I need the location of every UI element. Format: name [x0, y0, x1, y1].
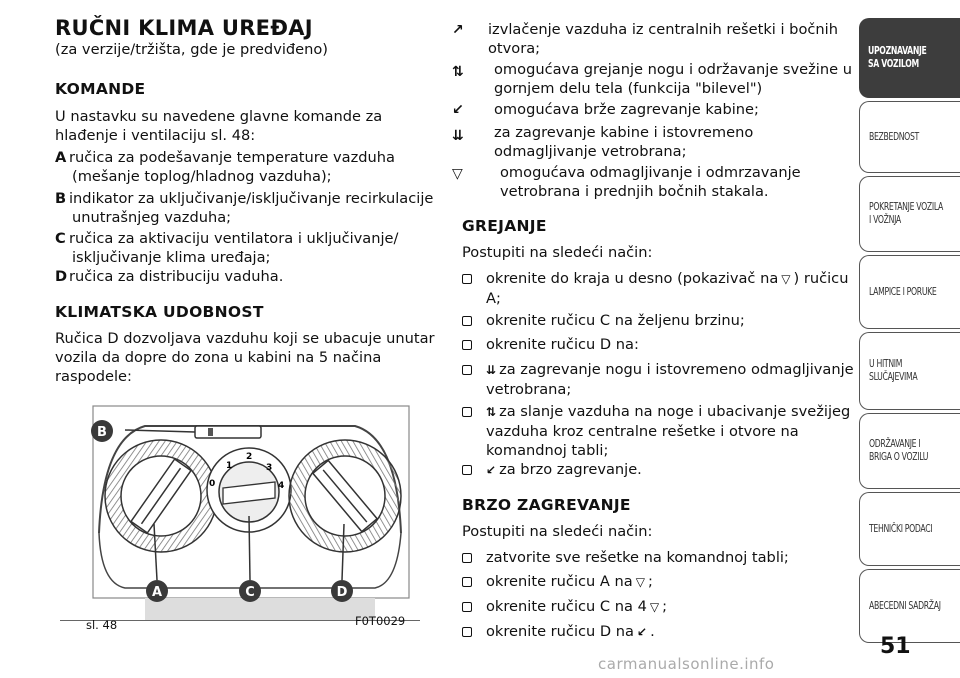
step-text: okrenite ručicu C na željenu brzinu;: [486, 312, 745, 329]
bullet-box: [462, 602, 472, 612]
tab-pokretanje[interactable]: POKRETANJE VOZILA I VOŽNJA: [859, 176, 960, 252]
figure-48: [85, 398, 415, 632]
legend-text: ručica za aktivaciju ventilatora i uključivanje/: [69, 230, 399, 247]
bullet-box: [462, 553, 472, 563]
feet-defrost-icon: ⇊: [486, 363, 497, 377]
svg-text:C: C: [245, 585, 255, 600]
step-text: okrenite ručicu D na:: [486, 336, 639, 353]
fan-speed-2: 2: [246, 452, 253, 462]
komande-heading: KOMANDE: [55, 80, 146, 98]
brzo-step: [462, 622, 857, 642]
bullet-box: [462, 274, 472, 284]
face-vents-icon: ↗: [452, 22, 464, 38]
fan-speed-3: 3: [266, 463, 273, 473]
legend-text: ručica za distribuciju vaduha.: [69, 268, 284, 285]
fan-speed-1: 1: [226, 461, 233, 471]
grejanje-step: [462, 460, 857, 480]
legend-letter: C: [55, 230, 66, 247]
climate-panel-illustration: [85, 398, 415, 632]
tab-abecedni[interactable]: ABECEDNI SADRŽAJ: [859, 569, 960, 643]
grejanje-step: [462, 402, 857, 462]
legend-text-cont: (mešanje toplog/hladnog vazduha);: [72, 168, 332, 185]
step-text: za brzo zagrevanje.: [499, 461, 642, 478]
feet-icon: ↙: [452, 102, 464, 118]
tab-bezbednost[interactable]: BEZBEDNOST: [859, 101, 960, 173]
step-text: ) ručicu A;: [486, 270, 849, 307]
feet-icon: ↙: [637, 625, 648, 639]
bullet-box: [462, 465, 472, 475]
step-text: okrenite ručicu A na: [486, 573, 633, 590]
step-text: zatvorite sve rešetke na komandnoj tabli;: [486, 549, 789, 566]
callout-c: [239, 580, 261, 602]
grejanje-step: [462, 360, 857, 400]
callout-d: [331, 580, 353, 602]
feet-icon: ↙: [486, 463, 497, 477]
bullet-box: [462, 407, 472, 417]
page-number: 51: [880, 634, 911, 659]
bullet-box: [462, 340, 472, 350]
mode-text: za zagrevanje kabine i istovremeno odmagljivanje vetrobrana;: [494, 124, 754, 160]
legend-text: ručica za podešavanje temperature vazduha: [69, 149, 395, 166]
fan-speed-4: 4: [278, 481, 285, 491]
step-text: okrenite ručicu C na 4: [486, 598, 647, 615]
brzo-step: [462, 572, 857, 592]
tab-tehnicki[interactable]: TEHNIČKI PODACI: [859, 492, 960, 566]
tab-upoznavanje[interactable]: UPOZNAVANJE SA VOZILOM: [859, 18, 960, 98]
bullet-box: [462, 577, 472, 587]
feet-defrost-icon: ⇊: [452, 128, 464, 144]
mode-text: omogućava odmagljivanje i odmrzavanje vetrobrana i prednjih bočnih stakala.: [500, 164, 801, 200]
step-text: za slanje vazduha na noge i ubacivanje svežijeg vazduha kroz centralne rešetke i otvore na komandnoj tabli;: [486, 403, 851, 459]
grejanje-heading: GREJANJE: [462, 217, 547, 235]
legend-text: indikator za uključivanje/isključivanje recirkulacije: [69, 190, 434, 207]
step-text: ;: [647, 573, 653, 590]
mode-text: izvlačenje vazduha iz centralnih rešetki i bočnih otvora;: [488, 21, 838, 57]
step-text: ;: [662, 598, 668, 615]
grejanje-step: [462, 311, 857, 331]
callout-a: [146, 580, 168, 602]
watermark: carmanualsonline.info: [598, 655, 775, 673]
defrost-icon: ▽: [781, 272, 791, 286]
svg-text:D: D: [336, 585, 348, 600]
legend-letter: D: [55, 268, 68, 285]
grejanje-step: [462, 335, 857, 355]
bullet-box: [462, 627, 472, 637]
mode-text: omogućava grejanje nogu i održavanje svežine u gornjem delu tela (funkcija "bilevel"): [494, 61, 852, 97]
legend-letter: B: [55, 190, 67, 207]
step-text: .: [650, 623, 655, 640]
grejanje-intro: Postupiti na sledeći način:: [462, 244, 653, 261]
recirculation-indicator: [195, 426, 261, 438]
bilevel-icon: ⇅: [486, 405, 497, 419]
step-text: okrenite ručicu D na: [486, 623, 634, 640]
defrost-icon: ▽: [649, 600, 660, 614]
knob-d: [289, 440, 401, 552]
defrost-icon: ▽: [452, 166, 463, 182]
legend-text-cont: unutrašnjeg vazduha;: [72, 209, 232, 226]
svg-text:B: B: [97, 425, 107, 440]
bullet-box: [462, 316, 472, 326]
step-text: za zagrevanje nogu i istovremeno odmagljivanje vetrobrana;: [486, 361, 854, 398]
defrost-icon: ▽: [635, 575, 645, 589]
callout-b: [91, 420, 113, 442]
brzo-heading: BRZO ZAGREVANJE: [462, 496, 631, 514]
grejanje-step: [462, 269, 857, 309]
figure-caption: sl. 48: [86, 618, 118, 632]
tab-odrzavanje[interactable]: ODRŽAVANJE I BRIGA O VOZILU: [859, 413, 960, 489]
brzo-step: [462, 597, 857, 617]
svg-text:A: A: [151, 585, 163, 600]
bullet-box: [462, 365, 472, 375]
fan-speed-0: 0: [209, 479, 216, 489]
legend-letter: A: [55, 149, 67, 166]
komande-intro: U nastavku su navedene glavne komande za hlađenje i ventilaciju sl. 48:: [55, 108, 383, 144]
mode-text: omogućava brže zagrevanje kabine;: [494, 101, 759, 118]
section-title: RUČNI KLIMA UREĐAJ: [55, 16, 313, 40]
udobnost-text: Ručica D dozvoljava vazduhu koji se ubacuje unutar vozila da dopre do zona u kabini na 5 načina raspodele:: [55, 330, 435, 385]
tab-lampice[interactable]: LAMPICE I PORUKE: [859, 255, 960, 329]
udobnost-heading: KLIMATSKA UDOBNOST: [55, 303, 264, 321]
section-subtitle: (za verzije/tržišta, gde je predviđeno): [55, 41, 329, 58]
brzo-step: [462, 548, 857, 568]
legend-text-cont: isključivanje klima uređaja;: [72, 249, 271, 266]
step-text: okrenite do kraja u desno (pokazivač na: [486, 270, 779, 287]
tab-hitni[interactable]: U HITNIM SLUČAJEVIMA: [859, 332, 960, 410]
brzo-intro: Postupiti na sledeći način:: [462, 523, 653, 540]
figure-code: F0T0029: [355, 614, 406, 628]
knob-a: [105, 440, 217, 552]
bilevel-icon: ⇅: [452, 64, 464, 80]
